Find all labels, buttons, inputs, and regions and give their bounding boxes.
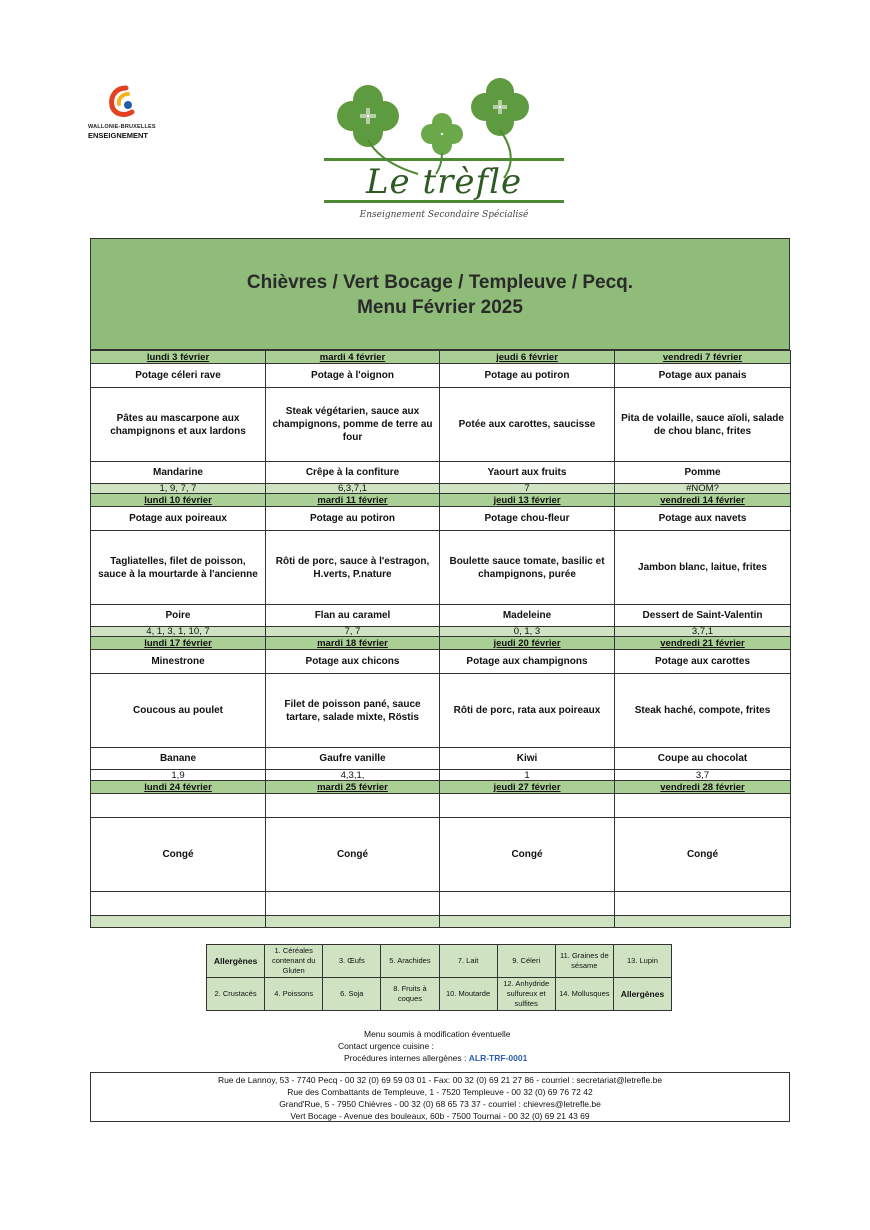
empty-cell <box>440 892 615 916</box>
day-cell: vendredi 7 février <box>615 351 791 364</box>
day-cell: jeudi 13 février <box>440 494 615 507</box>
day-cell: vendredi 14 février <box>615 494 791 507</box>
dessert-cell: Madeleine <box>440 605 615 627</box>
wbe-line1: WALLONIE-BRUXELLES <box>88 124 156 130</box>
menu-title: Chièvres / Vert Bocage / Templeuve / Pecq. <box>246 272 634 293</box>
allergen-cell: 4, 1, 3, 1, 10, 7 <box>91 627 266 637</box>
closed-cell: Congé <box>615 818 791 892</box>
soup-cell: Potage chou-fleur <box>440 507 615 531</box>
main-dish-cell: Boulette sauce tomate, basilic et champignons, purée <box>440 531 615 605</box>
main-dish-cell: Pita de volaille, sauce aïoli, salade de chou blanc, frites <box>615 388 791 462</box>
school-name: Le trèfle <box>365 162 523 202</box>
empty-cell <box>615 892 791 916</box>
closed-cell: Congé <box>440 818 615 892</box>
allergen-row <box>91 770 791 781</box>
legend-item: 5. Arachides <box>381 945 439 978</box>
day-cell: vendredi 21 février <box>615 637 791 650</box>
soup-cell: Potage aux poireaux <box>91 507 266 531</box>
dessert-cell: Dessert de Saint-Valentin <box>615 605 791 627</box>
legend-item: 1. Céréales contenant du Gluten <box>265 945 323 978</box>
dessert-cell: Pomme <box>615 462 791 484</box>
allergen-cell: 1, 9, 7, 7 <box>91 484 266 494</box>
main-dish-cell: Jambon blanc, laitue, frites <box>615 531 791 605</box>
procedure-code: ALR-TRF-0001 <box>468 1053 528 1063</box>
allergen-cell: 3,7,1 <box>615 627 791 637</box>
note-modification: Menu soumis à modification éventuelle <box>364 1029 511 1039</box>
allergen-cell: 6,3,7,1 <box>266 484 440 494</box>
legend-row <box>207 945 672 978</box>
clover-icon <box>318 78 570 228</box>
address-chievres: Grand'Rue, 5 - 7950 Chièvres - 00 32 (0) 68 65 73 37 - courriel : chievres@letrefle.be <box>279 1099 601 1109</box>
main-dish-cell: Potée aux carottes, saucisse <box>440 388 615 462</box>
day-cell: jeudi 27 février <box>440 781 615 794</box>
empty-cell <box>440 916 615 928</box>
wbe-line2: ENSEIGNEMENT <box>88 131 149 140</box>
day-header-row <box>91 781 791 794</box>
main-dish-cell: Filet de poisson pané, sauce tartare, salade mixte, Röstis <box>266 674 440 748</box>
allergen-cell: 7, 7 <box>266 627 440 637</box>
main-dish-cell: Coucous au poulet <box>91 674 266 748</box>
day-header-row <box>91 637 791 650</box>
legend-item: 8. Fruits à coques <box>381 978 439 1011</box>
main-dish-row <box>91 531 791 605</box>
empty-row <box>91 794 791 818</box>
day-cell: lundi 17 février <box>91 637 266 650</box>
soup-cell: Potage aux chicons <box>266 650 440 674</box>
soup-cell: Potage aux champignons <box>440 650 615 674</box>
menu-subtitle: Menu Février 2025 <box>357 297 523 318</box>
dessert-cell: Crêpe à la confiture <box>266 462 440 484</box>
dessert-row <box>91 605 791 627</box>
address-pecq: Rue de Lannoy, 53 - 7740 Pecq - 00 32 (0) 69 59 03 01 - Fax: 00 32 (0) 69 21 27 86 - courriel : secretariat@letrefle.be <box>217 1075 663 1085</box>
legend-item: 11. Graines de sésame <box>555 945 613 978</box>
empty-cell <box>440 794 615 818</box>
day-cell: mardi 4 février <box>266 351 440 364</box>
legend-row <box>207 978 672 1011</box>
wbe-logo <box>88 84 168 144</box>
address-vert-bocage: Vert Bocage - Avenue des bouleaux, 60b - 7500 Tournai - 00 32 (0) 69 21 43 69 <box>290 1111 590 1121</box>
dessert-cell: Mandarine <box>91 462 266 484</box>
legend-item: 12. Anhydride sulfureux et sulfites <box>497 978 555 1011</box>
allergen-cell: 4,3,1, <box>266 770 440 781</box>
soup-cell: Potage céleri rave <box>91 364 266 388</box>
dessert-cell: Yaourt aux fruits <box>440 462 615 484</box>
menu-header <box>90 238 790 350</box>
closed-cell: Congé <box>266 818 440 892</box>
dessert-cell: Flan au caramel <box>266 605 440 627</box>
empty-cell <box>266 794 440 818</box>
legend-item: 7. Lait <box>439 945 497 978</box>
main-dish-cell: Tagliatelles, filet de poisson, sauce à la mourtarde à l'ancienne <box>91 531 266 605</box>
allergen-cell: 3,7 <box>615 770 791 781</box>
day-cell: jeudi 20 février <box>440 637 615 650</box>
day-header-row <box>91 494 791 507</box>
legend-item: 10. Moutarde <box>439 978 497 1011</box>
legend-item: 3. Œufs <box>323 945 381 978</box>
empty-cell <box>615 794 791 818</box>
allergen-cell: 1 <box>440 770 615 781</box>
soup-cell: Minestrone <box>91 650 266 674</box>
day-cell: mardi 25 février <box>266 781 440 794</box>
allergen-cell: 7 <box>440 484 615 494</box>
legend-item: 2. Crustacés <box>207 978 265 1011</box>
legend-item: 14. Mollusques <box>555 978 613 1011</box>
empty-row <box>91 916 791 928</box>
main-dish-cell: Rôti de porc, rata aux poireaux <box>440 674 615 748</box>
empty-cell <box>91 916 266 928</box>
note-procedures <box>330 1052 570 1064</box>
day-cell: vendredi 28 février <box>615 781 791 794</box>
day-cell: lundi 3 février <box>91 351 266 364</box>
allergen-row <box>91 627 791 637</box>
dessert-row <box>91 748 791 770</box>
allergen-cell: 0, 1, 3 <box>440 627 615 637</box>
dessert-row <box>91 462 791 484</box>
soup-cell: Potage au potiron <box>266 507 440 531</box>
soup-cell: Potage aux carottes <box>615 650 791 674</box>
wbe-swirl-icon <box>106 84 138 120</box>
dessert-cell: Kiwi <box>440 748 615 770</box>
dessert-cell: Banane <box>91 748 266 770</box>
legend-item: 9. Céleri <box>497 945 555 978</box>
note-contact: Contact urgence cuisine : <box>338 1041 434 1051</box>
empty-cell <box>91 794 266 818</box>
notes <box>330 1028 570 1064</box>
main-dish-cell: Rôti de porc, sauce à l'estragon, H.verts, P.nature <box>266 531 440 605</box>
school-logo <box>318 78 570 228</box>
day-cell: mardi 18 février <box>266 637 440 650</box>
closed-cell: Congé <box>91 818 266 892</box>
allergen-row <box>91 484 791 494</box>
allergen-legend <box>206 944 672 1011</box>
dessert-cell: Coupe au chocolat <box>615 748 791 770</box>
soup-cell: Potage aux navets <box>615 507 791 531</box>
allergen-cell: #NOM? <box>615 484 791 494</box>
legend-header: Allergènes <box>613 978 671 1011</box>
dessert-cell: Gaufre vanille <box>266 748 440 770</box>
main-dish-row <box>91 674 791 748</box>
empty-cell <box>91 892 266 916</box>
closed-row <box>91 818 791 892</box>
legend-item: 13. Lupin <box>613 945 671 978</box>
legend-header: Allergènes <box>207 945 265 978</box>
soup-row <box>91 650 791 674</box>
footer-addresses <box>90 1072 790 1122</box>
menu-table <box>90 350 791 928</box>
soup-row <box>91 507 791 531</box>
soup-cell: Potage à l'oignon <box>266 364 440 388</box>
legend-item: 4. Poissons <box>265 978 323 1011</box>
day-cell: lundi 10 février <box>91 494 266 507</box>
empty-cell <box>266 892 440 916</box>
note-procedures-label: Procédures internes allergènes : <box>344 1053 467 1063</box>
legend-item: 6. Soja <box>323 978 381 1011</box>
school-subtitle: Enseignement Secondaire Spécialisé <box>359 210 529 220</box>
main-dish-cell: Steak haché, compote, frites <box>615 674 791 748</box>
soup-cell: Potage au potiron <box>440 364 615 388</box>
main-dish-row <box>91 388 791 462</box>
empty-cell <box>266 916 440 928</box>
day-cell: lundi 24 février <box>91 781 266 794</box>
empty-cell <box>615 916 791 928</box>
empty-row <box>91 892 791 916</box>
soup-row <box>91 364 791 388</box>
address-templeuve: Rue des Combattants de Templeuve, 1 - 7520 Templeuve - 00 32 (0) 69 76 72 42 <box>287 1087 593 1097</box>
allergen-cell: 1,9 <box>91 770 266 781</box>
day-cell: jeudi 6 février <box>440 351 615 364</box>
dessert-cell: Poire <box>91 605 266 627</box>
main-dish-cell: Steak végétarien, sauce aux champignons, pomme de terre au four <box>266 388 440 462</box>
day-cell: mardi 11 février <box>266 494 440 507</box>
main-dish-cell: Pâtes au mascarpone aux champignons et aux lardons <box>91 388 266 462</box>
soup-cell: Potage aux panais <box>615 364 791 388</box>
day-header-row <box>91 351 791 364</box>
